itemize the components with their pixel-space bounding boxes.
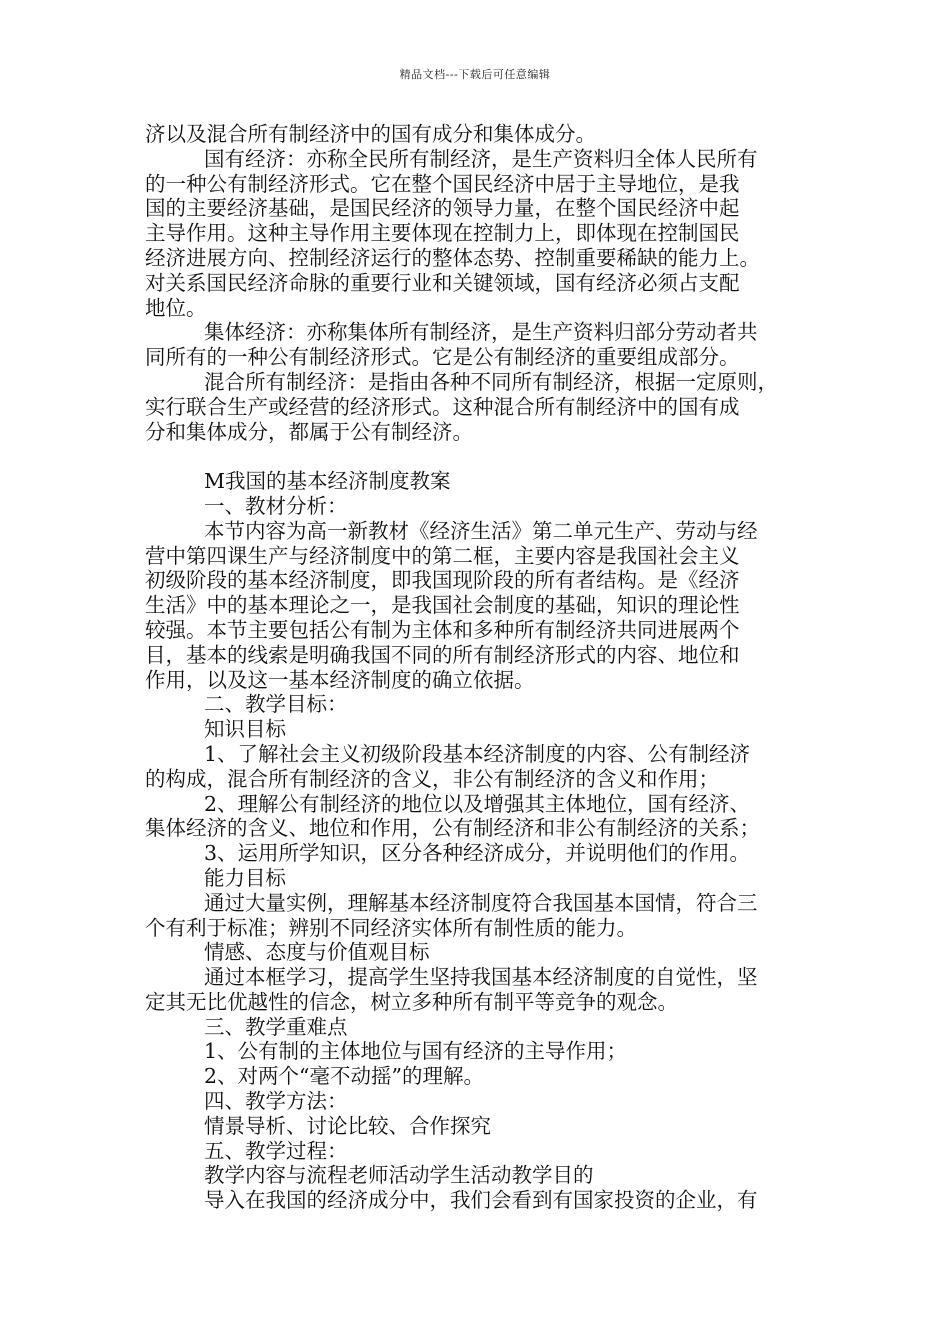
- text-line: 同所有的一种公有制经济形式。它是公有制经济的重要组成部分。: [145, 345, 740, 370]
- text-line: 较强。本节主要包括公有制为主体和多种所有制经济共同进展两个: [145, 617, 740, 642]
- text-line: 初级阶段的基本经济制度，即我国现阶段的所有者结构。是《经济: [145, 568, 740, 593]
- text-line: 实行联合生产或经营的经济形式。这种混合所有制经济中的国有成: [145, 394, 740, 419]
- text-line: 知识目标: [204, 717, 286, 742]
- text-line: M我国的基本经济制度教案: [204, 469, 451, 494]
- text-line: 通过本框学习，提高学生坚持我国基本经济制度的自觉性，坚: [204, 965, 758, 990]
- text-line: 个有利于标准；辨别不同经济实体所有制性质的能力。: [145, 915, 637, 940]
- text-line: 国的主要经济基础，是国民经济的领导力量，在整个国民经济中起: [145, 196, 740, 221]
- text-line: 主导作用。这种主导作用主要体现在控制力上，即体现在控制国民: [145, 221, 740, 246]
- text-line: 1、公有制的主体地位与国有经济的主导作用；: [204, 1039, 628, 1064]
- text-line: 1、了解社会主义初级阶段基本经济制度的内容、公有制经济: [204, 741, 751, 766]
- document-body: [145, 122, 835, 1213]
- text-line: 作用，以及这一基本经济制度的确立依据。: [145, 667, 535, 692]
- text-line: 济以及混合所有制经济中的国有成分和集体成分。: [145, 122, 596, 146]
- text-line: 生活》中的基本理论之一，是我国社会制度的基础，知识的理论性: [145, 593, 740, 618]
- text-line: 四、教学方法：: [204, 1089, 348, 1114]
- text-line: 经济进展方向、控制经济运行的整体态势、控制重要稀缺的能力上。: [145, 245, 760, 270]
- text-line: 本节内容为高一新教材《经济生活》第二单元生产、劳动与经: [204, 518, 758, 543]
- text-line: 地位。: [145, 295, 207, 320]
- text-line: 的构成，混合所有制经济的含义，非公有制经济的含义和作用；: [145, 766, 719, 791]
- text-line: 能力目标: [204, 865, 286, 890]
- text-line: 一、教材分析：: [204, 493, 348, 518]
- text-line: 目，基本的线索是明确我国不同的所有制经济形式的内容、地位和: [145, 642, 740, 667]
- text-line: 集体经济的含义、地位和作用，公有制经济和非公有制经济的关系；: [145, 816, 760, 841]
- text-line: 五、教学过程：: [204, 1138, 348, 1163]
- text-line: 情感、态度与价值观目标: [204, 940, 430, 965]
- text-line: 通过大量实例，理解基本经济制度符合我国基本国情，符合三: [204, 890, 758, 915]
- text-line: 集体经济：亦称集体所有制经济，是生产资料归部分劳动者共: [204, 320, 758, 345]
- text-line: 对关系国民经济命脉的重要行业和关键领域，国有经济必须占支配: [145, 270, 740, 295]
- text-line: 国有经济：亦称全民所有制经济，是生产资料归全体人民所有: [204, 146, 758, 171]
- text-line: 二、教学目标：: [204, 692, 348, 717]
- text-line: 营中第四课生产与经济制度中的第二框，主要内容是我国社会主义: [145, 543, 740, 568]
- text-line: 教学内容与流程老师活动学生活动教学目的: [204, 1163, 594, 1188]
- text-line: 分和集体成分，都属于公有制经济。: [145, 419, 473, 444]
- page-header: 精品文档---下载后可任意编辑: [399, 68, 551, 81]
- text-line: 的一种公有制经济形式。它在整个国民经济中居于主导地位，是我: [145, 171, 740, 196]
- text-line: 导入在我国的经济成分中，我们会看到有国家投资的企业，有: [204, 1188, 758, 1213]
- text-line: 定其无比优越性的信念，树立多种所有制平等竞争的观念。: [145, 989, 678, 1014]
- text-line: 2、理解公有制经济的地位以及增强其主体地位，国有经济、: [204, 791, 751, 816]
- text-line: 2、对两个“毫不动摇”的理解。: [204, 1064, 485, 1089]
- blank-line: [145, 444, 835, 469]
- text-line: 情景导析、讨论比较、合作探究: [204, 1113, 491, 1138]
- text-line: 混合所有制经济：是指由各种不同所有制经济，根据一定原则，: [204, 369, 778, 394]
- text-line: 三、教学重难点: [204, 1014, 348, 1039]
- text-line: 3、运用所学知识，区分各种经济成分，并说明他们的作用。: [204, 841, 751, 866]
